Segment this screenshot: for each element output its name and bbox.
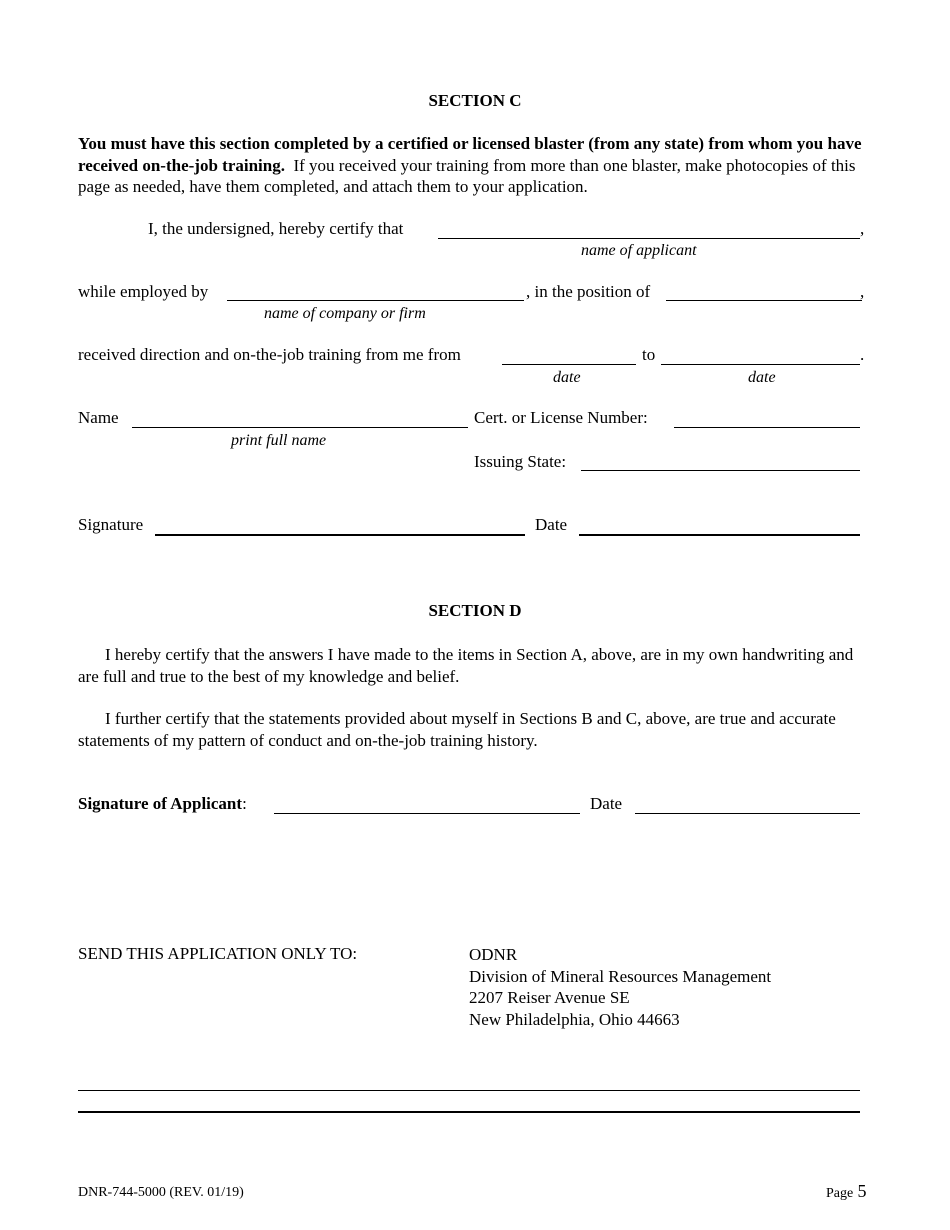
section-c-heading: SECTION C [428, 91, 522, 110]
position-field[interactable] [666, 300, 862, 301]
certify-comma: , [860, 219, 865, 238]
applicant-date-field[interactable] [635, 813, 860, 814]
footer-rule-thin [78, 1090, 860, 1091]
blaster-date-field[interactable] [579, 534, 860, 536]
cert-label: Cert. or License Number: [474, 408, 648, 427]
applicant-signature-colon: : [242, 794, 247, 813]
address-line: ODNR [469, 945, 518, 964]
page-label: Page [826, 1186, 854, 1201]
company-caption: name of company or firm [264, 305, 426, 322]
certify-prefix: I, the undersigned, hereby certify that [148, 219, 404, 238]
applicant-signature-label: Signature of Applicant [78, 794, 243, 813]
section-c-intro-bold: You must have this section completed by a certified or licensed blaster (from any state) from whom you have received on-the-job training. [78, 134, 862, 175]
company-field[interactable] [227, 300, 524, 301]
training-end-date-field[interactable] [661, 364, 860, 365]
blaster-signature-field[interactable] [155, 534, 525, 536]
applicant-name-field[interactable] [438, 238, 860, 239]
name-caption: print full name [231, 432, 327, 449]
address-line: New Philadelphia, Ohio 44663 [469, 1009, 680, 1029]
send-to-address [469, 944, 771, 1030]
section-c-intro [78, 133, 878, 198]
send-to-label: SEND THIS APPLICATION ONLY TO: [78, 944, 358, 963]
training-prefix: received direction and on-the-job training from me from [78, 345, 461, 364]
address-line: Division of Mineral Resources Management [469, 966, 772, 986]
training-start-date-field[interactable] [502, 364, 636, 365]
cert-number-field[interactable] [674, 427, 860, 428]
page-indicator [826, 1181, 866, 1204]
position-text: , in the position of [526, 282, 651, 301]
applicant-signature-label-group [78, 794, 247, 814]
name-label: Name [78, 408, 119, 427]
applicant-date-label: Date [590, 794, 623, 813]
section-d-para1: I hereby certify that the answers I have made to the items in Section A, above, are in my own handwriting and are full and true to the best of my knowledge and belief. [78, 645, 854, 686]
issuing-state-field[interactable] [581, 470, 860, 471]
section-c-intro-rest: If you received your training from more than one blaster, make photocopies of this page as needed, have them completed, and attach them to your application. [78, 155, 856, 196]
applicant-signature-field[interactable] [274, 813, 580, 814]
date-caption-start: date [553, 369, 581, 386]
address-line: 2207 Reiser Avenue SE [469, 988, 630, 1007]
position-comma: , [860, 282, 865, 301]
issuing-label: Issuing State: [474, 452, 567, 471]
section-d-heading: SECTION D [428, 601, 522, 620]
print-name-field[interactable] [132, 427, 468, 428]
form-id: DNR-744-5000 (REV. 01/19) [78, 1185, 244, 1200]
applicant-caption: name of applicant [581, 242, 697, 259]
to-text: to [642, 345, 656, 364]
page-number: 5 [857, 1181, 867, 1201]
footer-rule-thick [78, 1111, 860, 1113]
employed-prefix: while employed by [78, 282, 209, 301]
period: . [860, 345, 865, 364]
section-d-para2: I further certify that the statements provided about myself in Sections B and C, above, are true and accurate statements of my pattern of conduct and on-the-job training history. [78, 709, 836, 750]
date-caption-end: date [748, 369, 776, 386]
signature-label: Signature [78, 515, 144, 534]
date-label: Date [535, 515, 568, 534]
